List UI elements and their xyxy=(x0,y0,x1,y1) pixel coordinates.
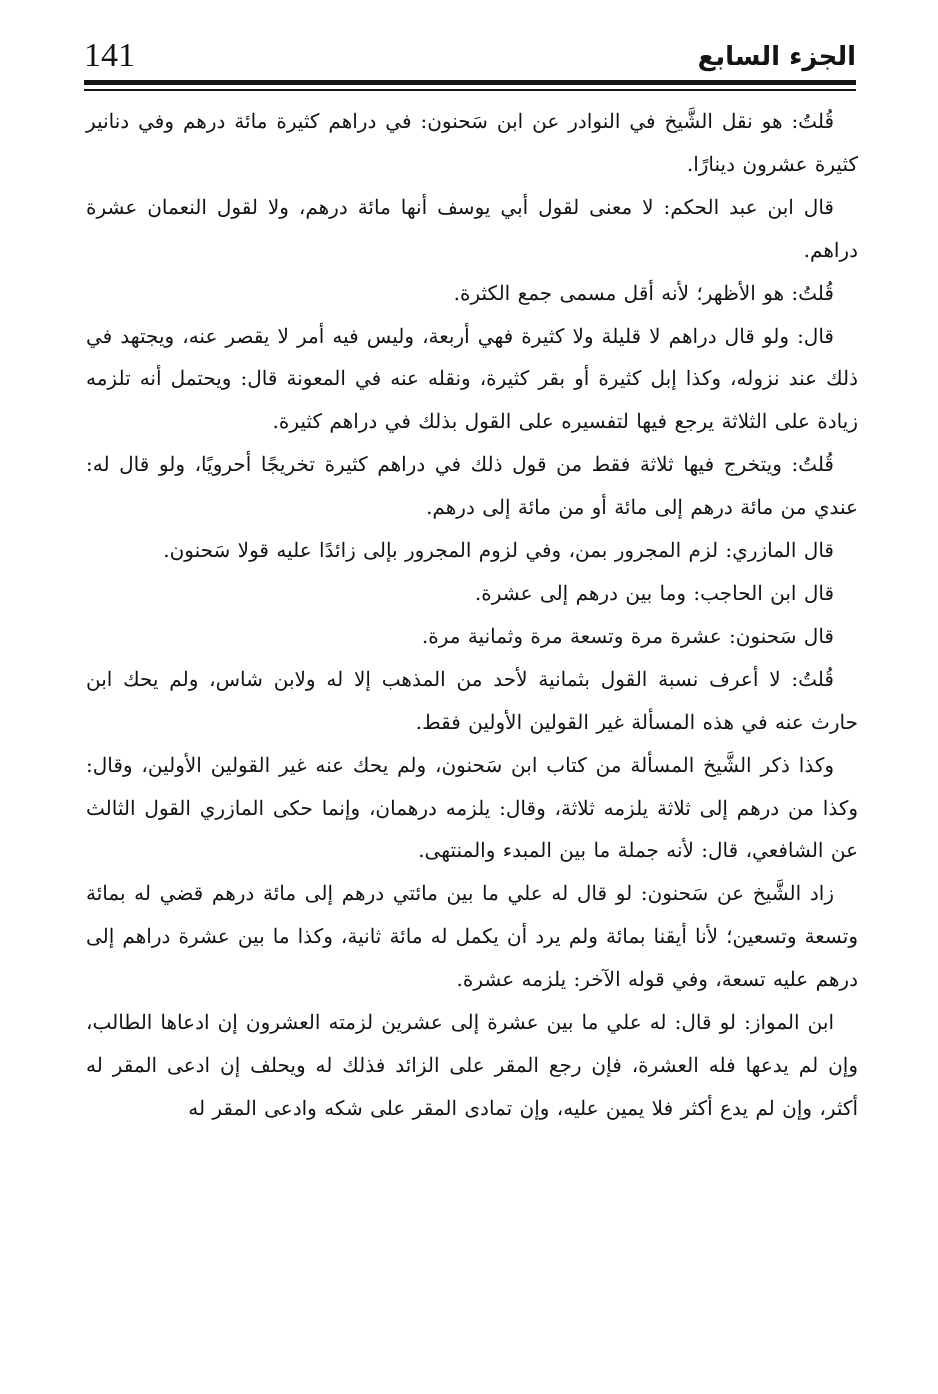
paragraph: قُلتُ: ويتخرج فيها ثلاثة فقط من قول ذلك في دراهم كثيرة تخريجًا أحرويًا، ولو قال له: عندي من مائة درهم إلى مائة أو من مائة إلى درهم. xyxy=(86,452,858,520)
paragraph: قال ابن عبد الحكم: لا معنى لقول أبي يوسف أنها مائة درهم، ولا لقول النعمان عشرة دراهم. xyxy=(86,194,858,262)
page-header xyxy=(84,30,856,80)
paragraph: قُلتُ: لا أعرف نسبة القول بثمانية لأحد من المذهب إلا له ولابن شاس، ولم يحك ابن حارث عنه في هذه المسألة غير القولين الأولين فقط. xyxy=(86,666,858,734)
chapter-title: الجزء السابع xyxy=(697,42,856,72)
paragraph: وكذا ذكر الشَّيخ المسألة من كتاب ابن سَحنون، ولم يحك عنه غير القولين الأولين، وقال: وكذا من درهم إلى ثلاثة يلزمه ثلاثة، وقال: يلزمه درهمان، وإنما حكى المازري القول الثالث عن الشافعي، قال: لأنه جملة ما بين المبدء والمنتهى. xyxy=(86,752,858,863)
page-number: 141 xyxy=(84,37,135,74)
body-text xyxy=(86,100,858,1130)
paragraph: قُلتُ: هو نقل الشَّيخ في النوادر عن ابن سَحنون: في دراهم كثيرة مائة درهم وفي دنانير كثيرة عشرون دينارًا. xyxy=(86,109,858,176)
paragraph: قُلتُ: هو الأظهر؛ لأنه أقل مسمى جمع الكثرة. xyxy=(453,280,834,305)
paragraph: زاد الشَّيخ عن سَحنون: لو قال له علي ما بين مائتي درهم إلى مائة درهم قضي له بمائة وتسعة وتسعين؛ لأنا أيقنا بمائة ولم يرد أن يكمل له مائة ثانية، وكذا ما بين عشرة دراهم إلى درهم عليه تسعة، وفي قوله الآخر: يلزمه عشرة. xyxy=(86,881,858,992)
paragraph: قال المازري: لزم المجرور بمن، وفي لزوم المجرور بإلى زائدًا عليه قولا سَحنون. xyxy=(163,538,834,563)
paragraph: ابن المواز: لو قال: له علي ما بين عشرة إلى عشرين لزمته العشرون إن ادعاها الطالب، وإن لم يدعها فله العشرة، فإن رجع المقر على الزائد فذلك له ويحلف إن ادعى المقر له أكثر، وإن لم يدع أكثر فلا يمين عليه، وإن تمادى المقر على شكه وادعى المقر له xyxy=(86,1010,858,1120)
header-rule-thick xyxy=(84,80,856,85)
paragraph: قال ابن الحاجب: وما بين درهم إلى عشرة. xyxy=(474,580,834,605)
header-rule-thin xyxy=(84,89,856,91)
paragraph: قال: ولو قال دراهم لا قليلة ولا كثيرة فهي أربعة، وليس فيه أمر لا يقصر عنه، ويجتهد في ذلك عند نزوله، وكذا إبل كثيرة أو بقر كثيرة، ونقله عنه في المعونة قال: ويحتمل أنه تلزمه زيادة على الثلاثة يرجع فيها لتفسيره على القول بذلك في دراهم كثيرة. xyxy=(86,323,858,434)
paragraph: قال سَحنون: عشرة مرة وتسعة مرة وثمانية مرة. xyxy=(421,623,834,648)
